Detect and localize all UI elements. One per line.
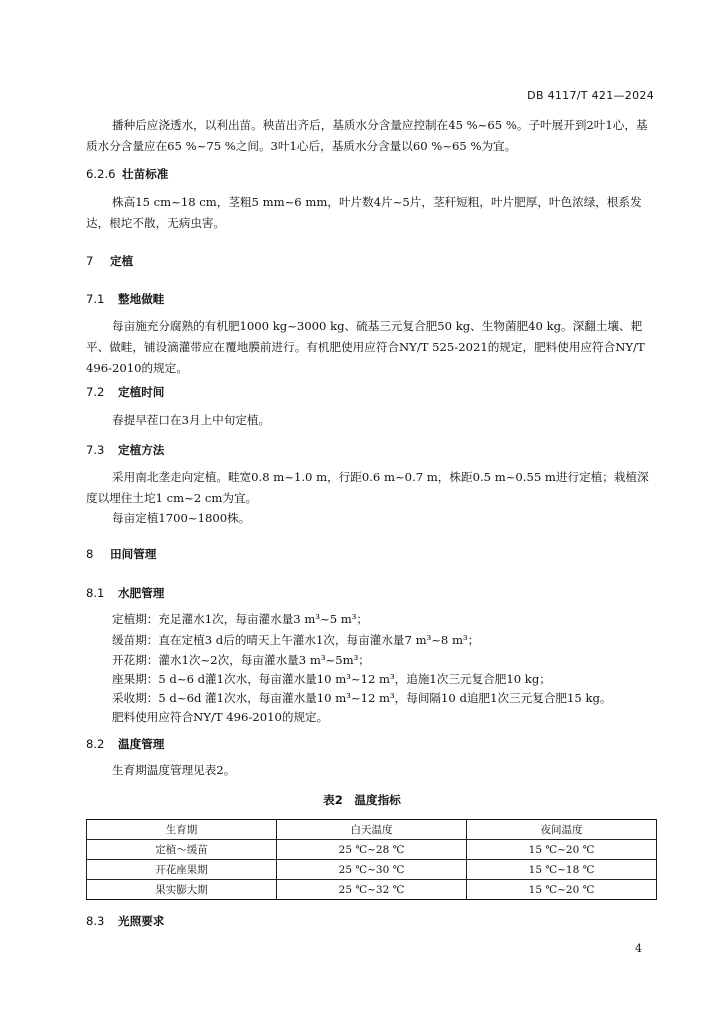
section-title: 壮苗标准 <box>122 167 169 181</box>
table-row <box>87 840 657 860</box>
page-number: 4 <box>635 942 642 955</box>
section-title: 田间管理 <box>110 547 157 561</box>
section-title: 水肥管理 <box>118 586 165 600</box>
paragraph-strong-seedling: 株高15 cm~18 cm，茎粗5 mm~6 mm，叶片数4片~5片，茎秆短粗，叶片肥厚，叶色浓绿，根系发达，根坨不散，无病虫害。 <box>86 195 642 230</box>
table-cell: 25 ℃~28 ℃ <box>277 840 467 860</box>
section-number: 7.1 <box>86 292 105 306</box>
section-title: 定植方法 <box>118 443 165 457</box>
section-8-3 <box>86 913 164 929</box>
table-cell: 定植～缓苗 <box>87 840 277 860</box>
section-7-2 <box>86 384 164 400</box>
paragraph-planting-method: 采用南北垄走向定植。畦宽0.8 m~1.0 m，行距0.6 m~0.7 m，株距0.5 m~0.55 m进行定植；栽植深度以埋住土坨1 cm~2 cm为宜。 <box>86 470 649 505</box>
section-number: 8.2 <box>86 737 105 751</box>
table-cell: 开花座果期 <box>87 860 277 880</box>
section-title: 整地做畦 <box>118 292 165 306</box>
table-cell: 15 ℃~20 ℃ <box>467 840 657 860</box>
water-line-flowering: 开花期：灌水1次~2次，每亩灌水量3 m³~5m³； <box>112 653 370 667</box>
section-title: 定植 <box>110 254 134 268</box>
table-header-cell: 生育期 <box>87 820 277 840</box>
section-number: 8.1 <box>86 586 105 600</box>
water-line-harvest: 采收期：5 d~6d 灌1次水，每亩灌水量10 m³~12 m³，每间隔10 d追肥1次三元复合肥15 kg。 <box>112 691 612 705</box>
table-cell: 25 ℃~30 ℃ <box>277 860 467 880</box>
water-line-planting: 定植期：充足灌水1次，每亩灌水量3 m³~5 m³； <box>112 612 368 626</box>
water-line-fruit-set: 座果期：5 d~6 d灌1次水，每亩灌水量10 m³~12 m³，追施1次三元复合肥10 kg； <box>112 672 551 686</box>
section-8 <box>86 546 156 562</box>
paragraph-temperature: 生育期温度管理见表2。 <box>112 763 236 777</box>
table-header-cell: 夜间温度 <box>467 820 657 840</box>
section-number: 6.2.6 <box>86 167 116 181</box>
section-7 <box>86 253 133 269</box>
section-number: 7.2 <box>86 385 105 399</box>
paragraph-planting-time: 春提早茬口在3月上中旬定植。 <box>112 413 271 427</box>
document-id: DB 4117/T 421—2024 <box>527 89 654 102</box>
water-line-recovery: 缓苗期：直在定植3 d后的晴天上午灌水1次，每亩灌水量7 m³~8 m³； <box>112 633 480 647</box>
table-row <box>87 880 657 900</box>
table-cell: 15 ℃~20 ℃ <box>467 880 657 900</box>
paragraph-sowing: 播种后应浇透水，以利出苗。秧苗出齐后，基质水分含量应控制在45 %~65 %。子叶展开到2叶1心，基质水分含量应在65 %~75 %之间。3叶1心后，基质水分含量以60 %~65 %为宜。 <box>86 118 648 153</box>
section-number: 8 <box>86 547 94 561</box>
section-7-3 <box>86 442 164 458</box>
water-line-fertilizer-standard: 肥料使用应符合NY/T 496-2010的规定。 <box>112 710 329 724</box>
section-8-1 <box>86 585 164 601</box>
table-cell: 25 ℃~32 ℃ <box>277 880 467 900</box>
section-8-2 <box>86 736 164 752</box>
section-6-2-6 <box>86 166 168 182</box>
section-number: 8.3 <box>86 914 105 928</box>
table-caption: 表2 温度指标 <box>323 793 401 807</box>
section-title: 温度管理 <box>118 737 165 751</box>
paragraph-land-prep: 每亩施充分腐熟的有机肥1000 kg~3000 kg、硫基三元复合肥50 kg、生物菌肥40 kg。深翻土壤、耙平、做畦，铺设滴灌带应在覆地膜前进行。有机肥使用应符合NY/T 525-2021的规定，肥料使用应符合NY/T 496-2010的规定。 <box>86 319 645 375</box>
temperature-table <box>86 819 657 900</box>
section-number: 7.3 <box>86 443 105 457</box>
table-row <box>87 860 657 880</box>
section-7-1 <box>86 291 164 307</box>
paragraph-planting-density: 每亩定植1700~1800株。 <box>112 511 251 525</box>
table-cell: 15 ℃~18 ℃ <box>467 860 657 880</box>
table-header-cell: 白天温度 <box>277 820 467 840</box>
section-title: 定植时间 <box>118 385 165 399</box>
section-number: 7 <box>86 254 94 268</box>
table-cell: 果实膨大期 <box>87 880 277 900</box>
section-title: 光照要求 <box>118 914 165 928</box>
table-header-row <box>87 820 657 840</box>
